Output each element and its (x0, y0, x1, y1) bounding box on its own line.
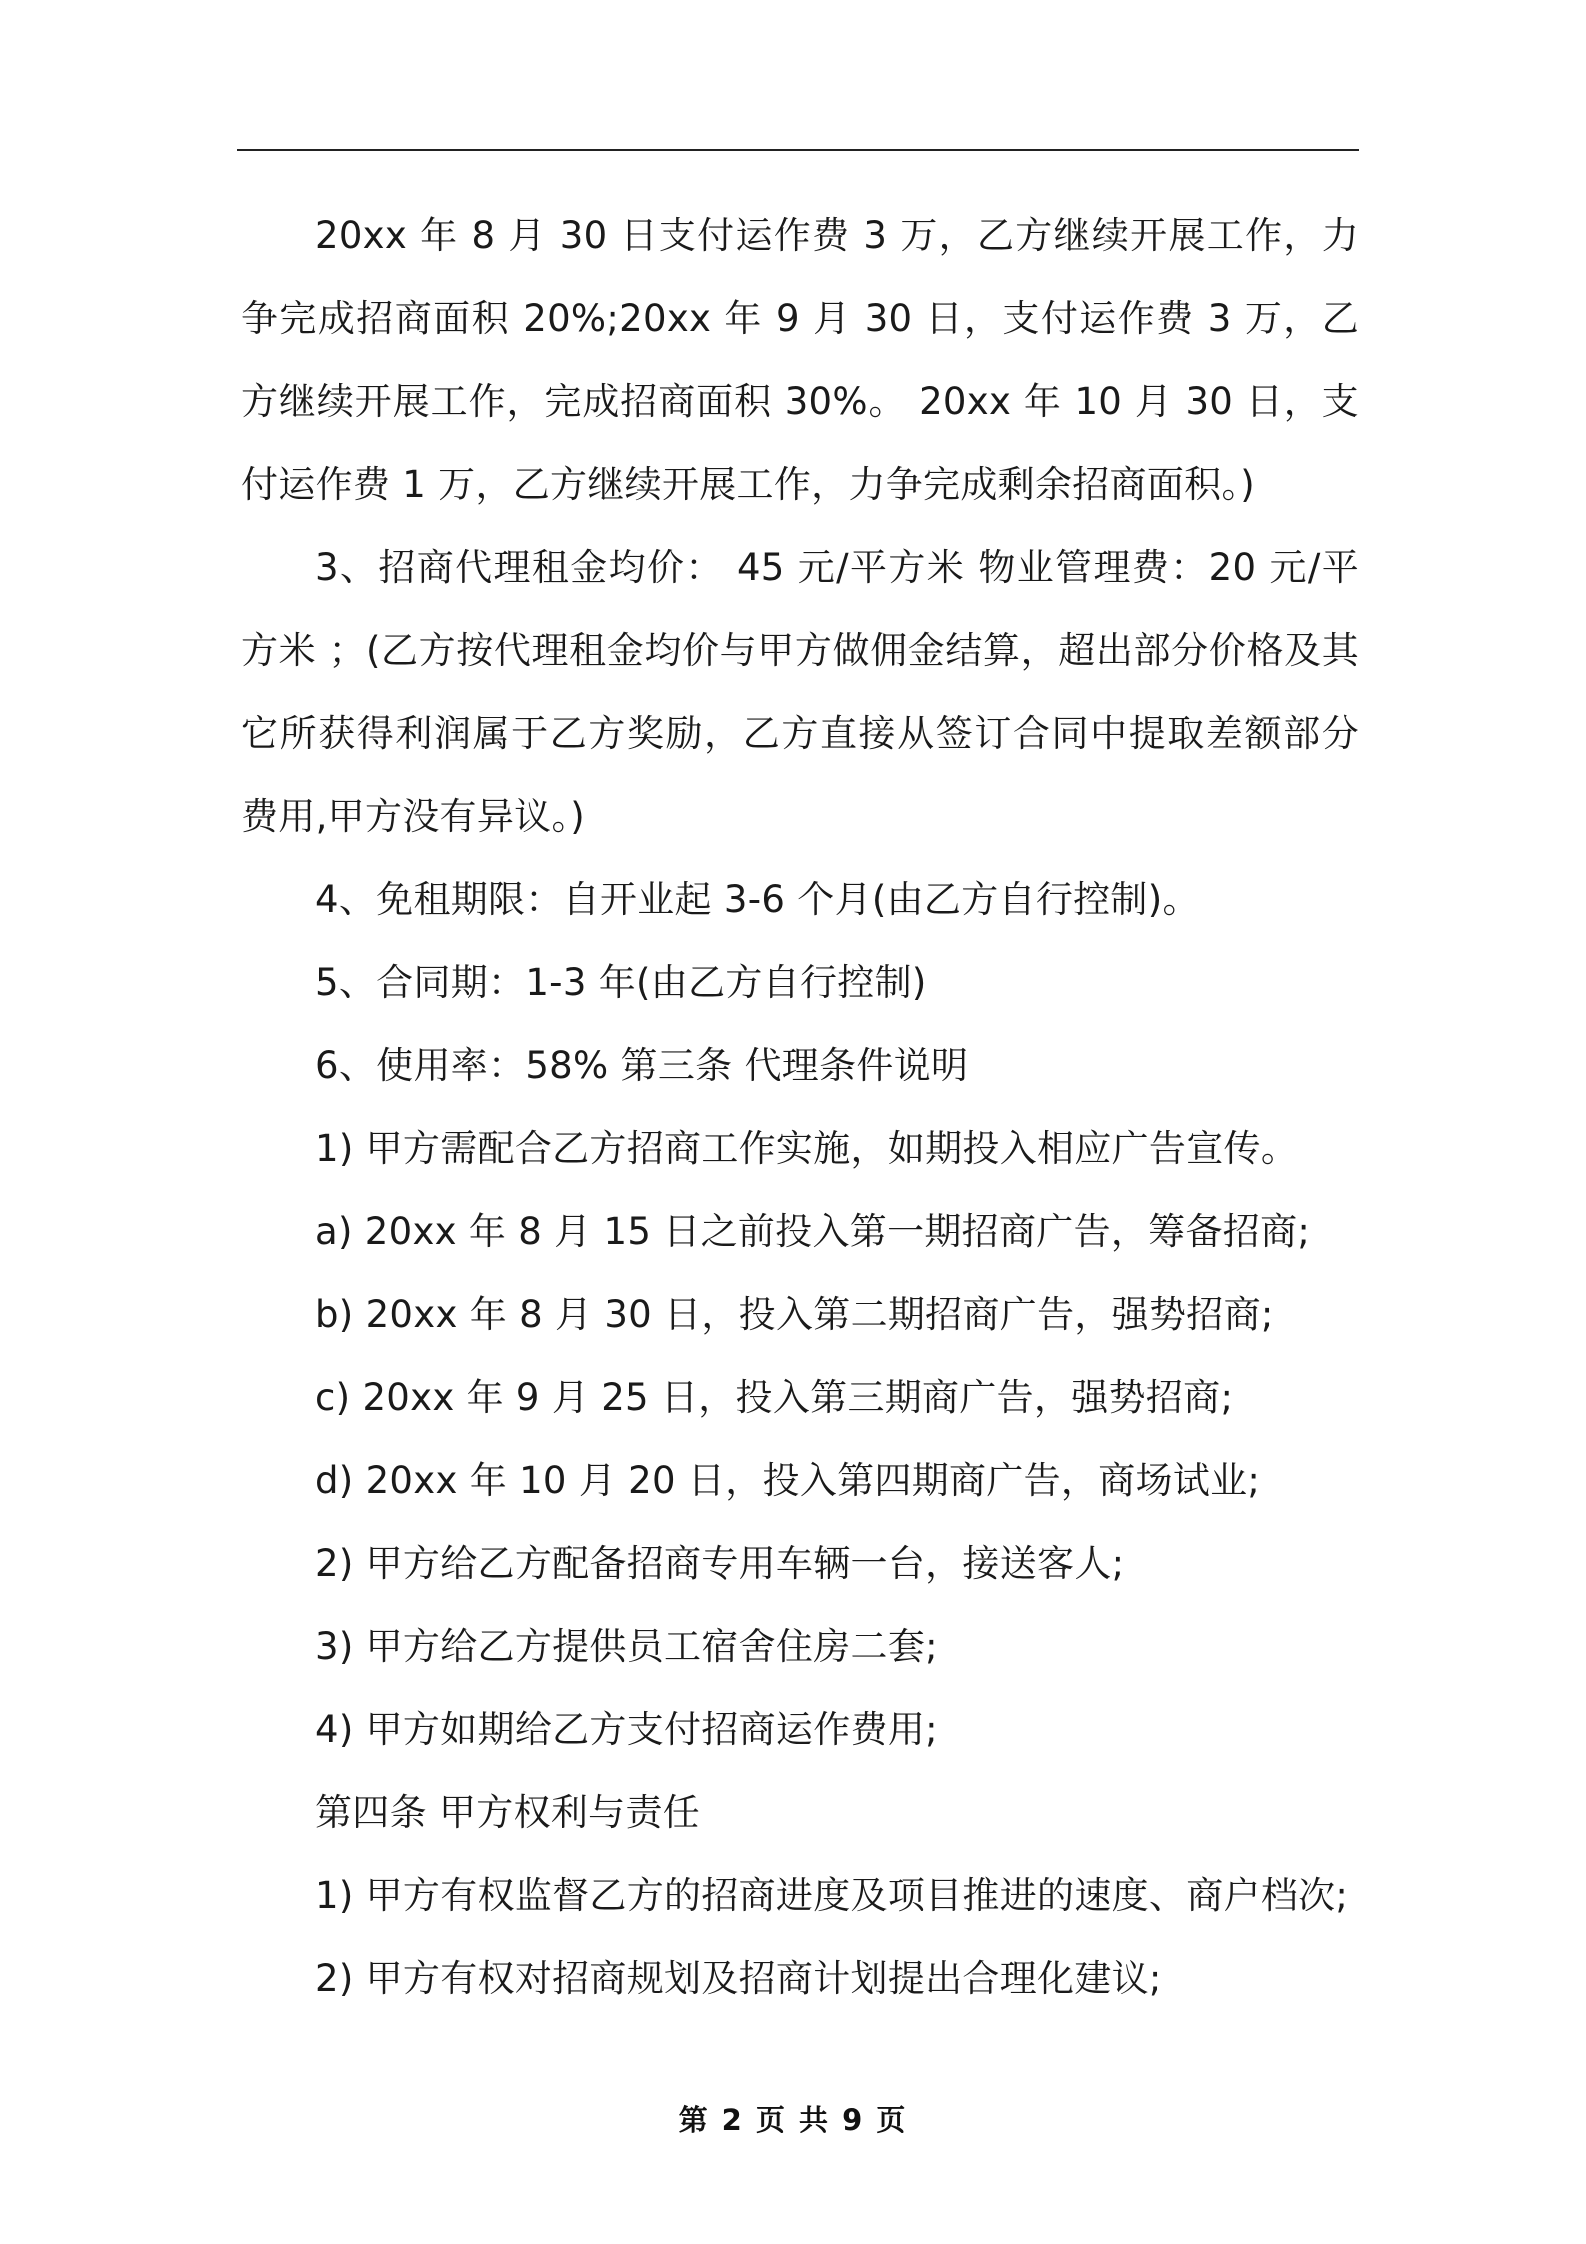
list-item: 3) 甲方给乙方提供员工宿舍住房二套; (315, 1625, 938, 1668)
list-item: 2) 甲方有权对招商规划及招商计划提出合理化建议; (315, 1957, 1162, 2000)
paragraph-average-rent: 3、招商代理租金均价： 45 元/平方米 物业管理费：20 元/平方米 ；(乙方按代理租金均价与甲方做佣金结算，超出部分价格及其它所获得利润属于乙方奖励，乙方直接从签订合同中提取差额部分费用,甲方没有异议。) (241, 546, 1359, 838)
list-item: a) 20xx 年 8 月 15 日之前投入第一期招商广告，筹备招商; (315, 1210, 1311, 1253)
list-item: d) 20xx 年 10 月 20 日，投入第四期商广告，商场试业; (315, 1459, 1261, 1502)
page-number: 第 2 页 共 9 页 (678, 2103, 908, 2137)
paragraph-payment-schedule: 20xx 年 8 月 30 日支付运作费 3 万，乙方继续开展工作，力争完成招商面积 20%;20xx 年 9 月 30 日，支付运作费 3 万，乙方继续开展工作，完成招商面积 30%。 20xx 年 10 月 30 日，支付运作费 1 万，乙方继续开展工作，力争完成剩余招商面积。) (241, 214, 1359, 506)
list-item: 2) 甲方给乙方配备招商专用车辆一台，接送客人; (315, 1542, 1125, 1585)
list-item: b) 20xx 年 8 月 30 日，投入第二期招商广告，强势招商; (315, 1293, 1274, 1336)
list-item: 1) 甲方需配合乙方招商工作实施，如期投入相应广告宣传。 (315, 1127, 1299, 1170)
list-item: c) 20xx 年 9 月 25 日，投入第三期商广告，强势招商; (315, 1376, 1234, 1419)
header-rule (237, 149, 1359, 151)
document-body (241, 194, 1359, 2020)
list-item: 4) 甲方如期给乙方支付招商运作费用; (315, 1708, 938, 1751)
list-item: 1) 甲方有权监督乙方的招商进度及项目推进的速度、商户档次; (315, 1874, 1349, 1917)
paragraph-rent-free-period: 4、免租期限：自开业起 3-6 个月(由乙方自行控制)。 (315, 878, 1200, 921)
section-heading: 第四条 甲方权利与责任 (315, 1791, 701, 1834)
paragraph-contract-term: 5、合同期：1-3 年(由乙方自行控制) (315, 961, 927, 1004)
paragraph-usage-rate: 6、使用率：58% 第三条 代理条件说明 (315, 1044, 969, 1087)
